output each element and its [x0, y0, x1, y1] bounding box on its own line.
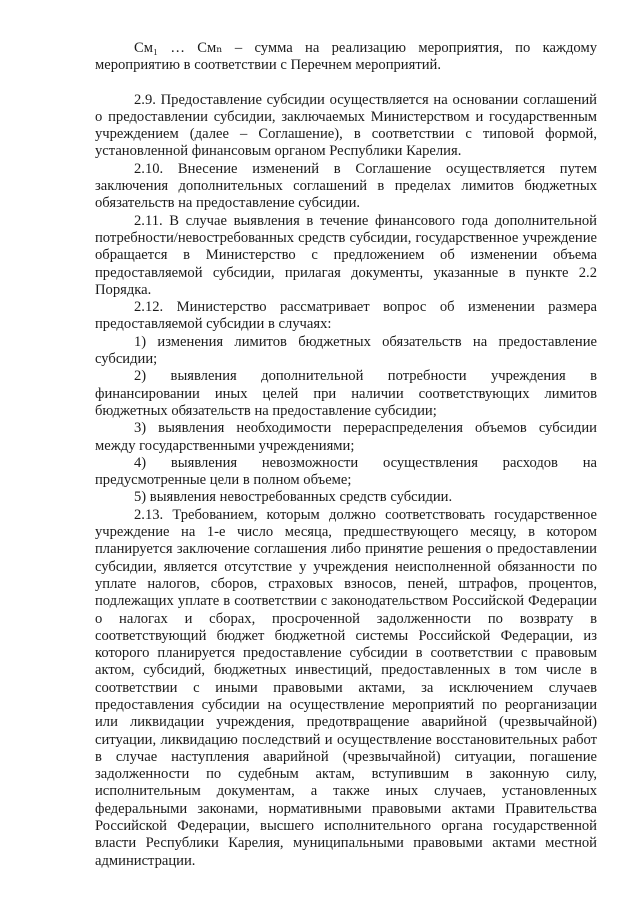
clause-2-10-paragraph: 2.10. Внесение изменений в Соглашение осуществляется путем заключения дополнительных соглашений в пределах лимитов бюджетных обязательств на предоставление субсидии.	[95, 160, 597, 212]
formula-legend-paragraph: См₁ … Смₙ – сумма на реализацию мероприятия, по каждому мероприятию в соответствии с Перечнем мероприятий.	[95, 40, 597, 74]
clause-2-12-paragraph: 2.12. Министерство рассматривает вопрос об изменении размера предоставляемой субсидии в случаях:	[95, 299, 597, 333]
list-item-1: 1) изменения лимитов бюджетных обязательств на предоставление субсидии;	[95, 333, 597, 368]
list-item-4: 4) выявления невозможности осуществления расходов на предусмотренные цели в полном объеме;	[95, 454, 597, 489]
clause-2-11-paragraph: 2.11. В случае выявления в течение финансового года дополнительной потребности/невостребованных средств субсидии, государственное учреждение обращается в Министерство с предложением об изменении объема предоставляемой субсидии, прилагая документы, указанные в пункте 2.2 Порядка.	[95, 212, 597, 298]
list-item-2: 2) выявления дополнительной потребности учреждения в финансировании иных целей при наличии соответствующих лимитов бюджетных обязательств на предоставление субсидии;	[95, 368, 597, 419]
list-item-5: 5) выявления невостребованных средств субсидии.	[134, 489, 453, 506]
clause-2-9-paragraph: 2.9. Предоставление субсидии осуществляется на основании соглашений о предоставлении субсидии, заключаемых Министерством и государственным учреждением (далее – Соглашение), в соответствии с типовой формой, установленной финансовым органом Республики Карелия.	[95, 91, 597, 160]
clause-2-13-paragraph: 2.13. Требованием, которым должно соответствовать государственное учреждение на 1-е число месяца, предшествующего месяцу, в котором планируется заключение соглашения либо принятие решения о предоставлении субсидии, является отсутствие у учреждения неисполненной обязанности по уплате налогов, сборов, страховых взносов, пеней, штрафов, процентов, подлежащих уплате в соответствии с законодательством Российской Федерации о налогах и сборах, просроченной задолженности по возврату в соответствующий бюджет бюджетной системы Российской Федерации, из которого планируется предоставление субсидии в соответствии с правовым актом, субсидий, бюджетных инвестиций, предоставленных в том числе в соответствии с иными правовыми актами, за исключением случаев предоставления субсидии на осуществление мероприятий по реорганизации или ликвидации учреждения, предотвращение аварийной (чрезвычайной) ситуации, ликвидацию последствий и осуществление восстановительных работ в случае наступления аварийной (чрезвычайной) ситуации, погашение задолженности по судебным актам, вступившим в законную силу, исполнительным документам, а также иных случаев, установленных федеральными законами, нормативными правовыми актами Правительства Российской Федерации, высшего исполнительного органа государственной власти Республики Карелия, муниципальными правовыми актами местной администрации.	[95, 506, 597, 869]
list-item-3: 3) выявления необходимости перераспределения объемов субсидии между государственными учреждениями;	[95, 420, 597, 454]
